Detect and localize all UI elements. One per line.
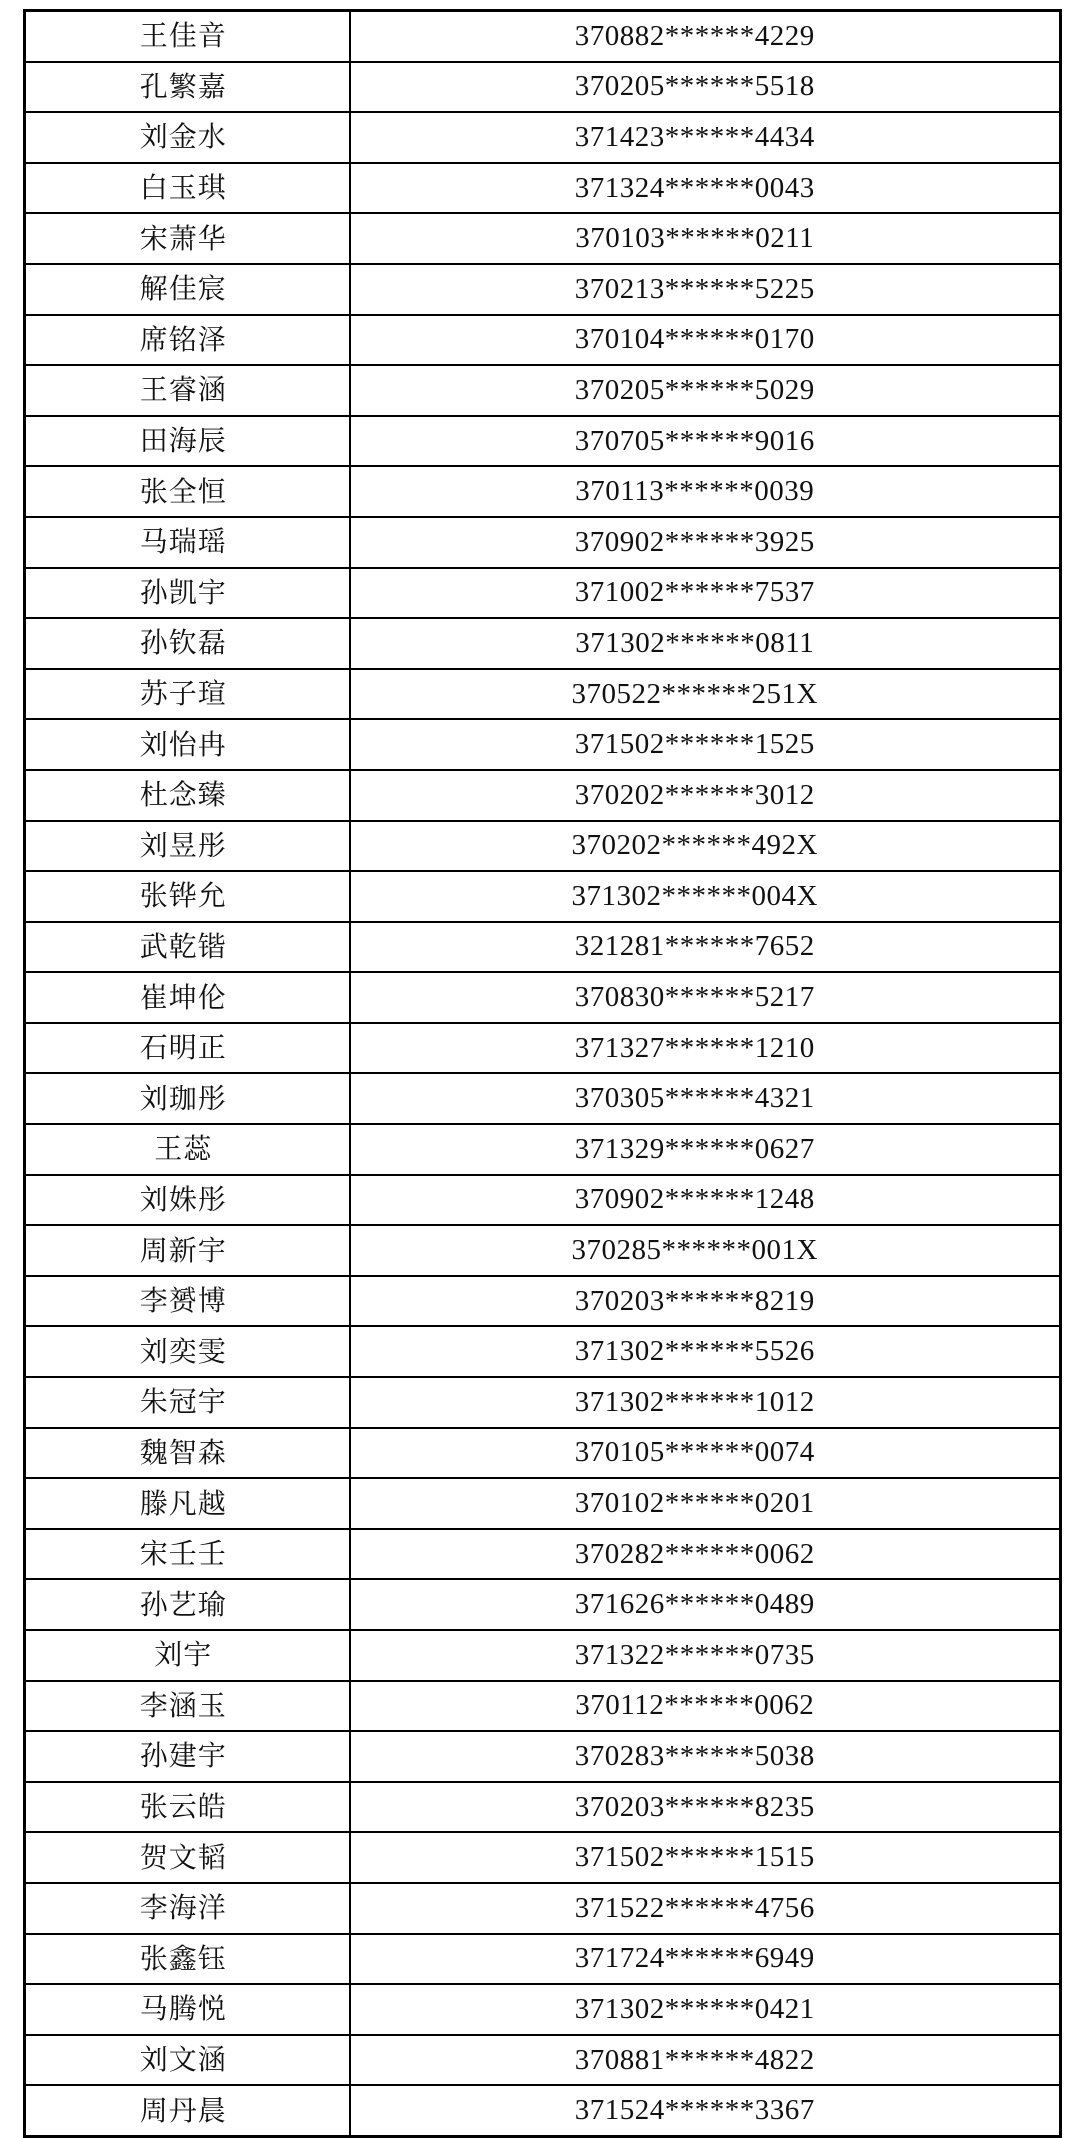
name-cell: 解佳宸 <box>25 264 350 315</box>
table-row <box>25 1326 1061 1377</box>
id-number-cell: 371423******4434 <box>350 112 1061 163</box>
name-cell: 宋萧华 <box>25 213 350 264</box>
id-number-cell: 370202******492X <box>350 821 1061 872</box>
table-row <box>25 163 1061 214</box>
table-row <box>25 1225 1061 1276</box>
name-cell: 贺文韬 <box>25 1832 350 1883</box>
table-row <box>25 1377 1061 1428</box>
table-row <box>25 1934 1061 1985</box>
table-row <box>25 1529 1061 1580</box>
name-cell: 李涵玉 <box>25 1681 350 1732</box>
table-row <box>25 466 1061 517</box>
id-number-cell: 371002******7537 <box>350 568 1061 619</box>
table-row <box>25 1782 1061 1833</box>
name-cell: 武乾锴 <box>25 922 350 973</box>
table-row <box>25 922 1061 973</box>
name-cell: 刘金水 <box>25 112 350 163</box>
table-row <box>25 1731 1061 1782</box>
id-number-cell: 371327******1210 <box>350 1023 1061 1074</box>
table-row <box>25 1630 1061 1681</box>
name-cell: 刘珈彤 <box>25 1073 350 1124</box>
table-row <box>25 669 1061 720</box>
id-number-cell: 370205******5518 <box>350 62 1061 113</box>
table-row <box>25 1175 1061 1226</box>
name-cell: 张全恒 <box>25 466 350 517</box>
id-number-cell: 370213******5225 <box>350 264 1061 315</box>
id-number-cell: 370104******0170 <box>350 315 1061 366</box>
name-cell: 王佳音 <box>25 11 350 62</box>
table-row <box>25 719 1061 770</box>
id-number-cell: 371302******0811 <box>350 618 1061 669</box>
table-row <box>25 770 1061 821</box>
id-number-cell: 371302******5526 <box>350 1326 1061 1377</box>
id-number-cell: 370881******4822 <box>350 2035 1061 2086</box>
table-row <box>25 618 1061 669</box>
table-row <box>25 568 1061 619</box>
name-cell: 朱冠宇 <box>25 1377 350 1428</box>
id-number-cell: 371502******1525 <box>350 719 1061 770</box>
table-row <box>25 62 1061 113</box>
table-row <box>25 517 1061 568</box>
id-number-cell: 371502******1515 <box>350 1832 1061 1883</box>
table-row <box>25 1832 1061 1883</box>
table-row <box>25 1124 1061 1175</box>
id-number-cell: 370305******4321 <box>350 1073 1061 1124</box>
name-cell: 李海洋 <box>25 1883 350 1934</box>
name-cell: 宋壬壬 <box>25 1529 350 1580</box>
id-number-cell: 370882******4229 <box>350 11 1061 62</box>
name-cell: 魏智森 <box>25 1428 350 1479</box>
name-cell: 白玉琪 <box>25 163 350 214</box>
name-cell: 苏子瑄 <box>25 669 350 720</box>
name-cell: 马瑞瑶 <box>25 517 350 568</box>
name-cell: 马腾悦 <box>25 1984 350 2035</box>
id-number-cell: 370205******5029 <box>350 365 1061 416</box>
id-number-cell: 370102******0201 <box>350 1478 1061 1529</box>
name-cell: 李赟博 <box>25 1276 350 1327</box>
roster-table <box>23 9 1062 2138</box>
table-row <box>25 871 1061 922</box>
name-cell: 刘昱彤 <box>25 821 350 872</box>
table-row <box>25 2035 1061 2086</box>
table-row <box>25 315 1061 366</box>
id-number-cell: 371322******0735 <box>350 1630 1061 1681</box>
table-row <box>25 1984 1061 2035</box>
id-number-cell: 371524******3367 <box>350 2085 1061 2136</box>
name-cell: 刘奕雯 <box>25 1326 350 1377</box>
name-cell: 崔坤伦 <box>25 972 350 1023</box>
table-row <box>25 1023 1061 1074</box>
id-number-cell: 371522******4756 <box>350 1883 1061 1934</box>
id-number-cell: 371302******1012 <box>350 1377 1061 1428</box>
name-cell: 王蕊 <box>25 1124 350 1175</box>
table-row <box>25 112 1061 163</box>
id-number-cell: 371626******0489 <box>350 1579 1061 1630</box>
id-number-cell: 370113******0039 <box>350 466 1061 517</box>
name-cell: 孙凯宇 <box>25 568 350 619</box>
table-row <box>25 1883 1061 1934</box>
id-number-cell: 370203******8235 <box>350 1782 1061 1833</box>
name-cell: 周丹晨 <box>25 2085 350 2136</box>
name-cell: 石明正 <box>25 1023 350 1074</box>
id-number-cell: 370902******3925 <box>350 517 1061 568</box>
table-row <box>25 416 1061 467</box>
name-cell: 席铭泽 <box>25 315 350 366</box>
id-number-cell: 370202******3012 <box>350 770 1061 821</box>
table-row <box>25 821 1061 872</box>
id-number-cell: 371302******0421 <box>350 1984 1061 2035</box>
id-number-cell: 370203******8219 <box>350 1276 1061 1327</box>
id-number-cell: 370830******5217 <box>350 972 1061 1023</box>
name-cell: 孙钦磊 <box>25 618 350 669</box>
table-row <box>25 365 1061 416</box>
id-number-cell: 370112******0062 <box>350 1681 1061 1732</box>
id-number-cell: 370282******0062 <box>350 1529 1061 1580</box>
name-cell: 张铧允 <box>25 871 350 922</box>
id-number-cell: 370283******5038 <box>350 1731 1061 1782</box>
table-row <box>25 11 1061 62</box>
table-row <box>25 1073 1061 1124</box>
name-cell: 张鑫钰 <box>25 1934 350 1985</box>
table-row <box>25 1478 1061 1529</box>
name-cell: 孙建宇 <box>25 1731 350 1782</box>
table-row <box>25 2085 1061 2136</box>
id-number-cell: 370705******9016 <box>350 416 1061 467</box>
table-row <box>25 264 1061 315</box>
name-cell: 滕凡越 <box>25 1478 350 1529</box>
name-cell: 周新宇 <box>25 1225 350 1276</box>
id-number-cell: 371329******0627 <box>350 1124 1061 1175</box>
name-cell: 刘姝彤 <box>25 1175 350 1226</box>
table-row <box>25 1681 1061 1732</box>
roster-body <box>25 11 1061 2137</box>
name-cell: 杜念臻 <box>25 770 350 821</box>
id-number-cell: 370103******0211 <box>350 213 1061 264</box>
id-number-cell: 321281******7652 <box>350 922 1061 973</box>
table-row <box>25 1428 1061 1479</box>
table-row <box>25 213 1061 264</box>
id-number-cell: 371302******004X <box>350 871 1061 922</box>
name-cell: 孙艺瑜 <box>25 1579 350 1630</box>
id-number-cell: 370522******251X <box>350 669 1061 720</box>
name-cell: 刘怡冉 <box>25 719 350 770</box>
name-cell: 张云皓 <box>25 1782 350 1833</box>
id-number-cell: 370902******1248 <box>350 1175 1061 1226</box>
id-number-cell: 370285******001X <box>350 1225 1061 1276</box>
name-cell: 刘文涵 <box>25 2035 350 2086</box>
table-row <box>25 1276 1061 1327</box>
name-cell: 刘宇 <box>25 1630 350 1681</box>
table-row <box>25 1579 1061 1630</box>
id-number-cell: 371724******6949 <box>350 1934 1061 1985</box>
name-cell: 王睿涵 <box>25 365 350 416</box>
name-cell: 田海辰 <box>25 416 350 467</box>
table-row <box>25 972 1061 1023</box>
id-number-cell: 371324******0043 <box>350 163 1061 214</box>
id-number-cell: 370105******0074 <box>350 1428 1061 1479</box>
name-cell: 孔繁嘉 <box>25 62 350 113</box>
